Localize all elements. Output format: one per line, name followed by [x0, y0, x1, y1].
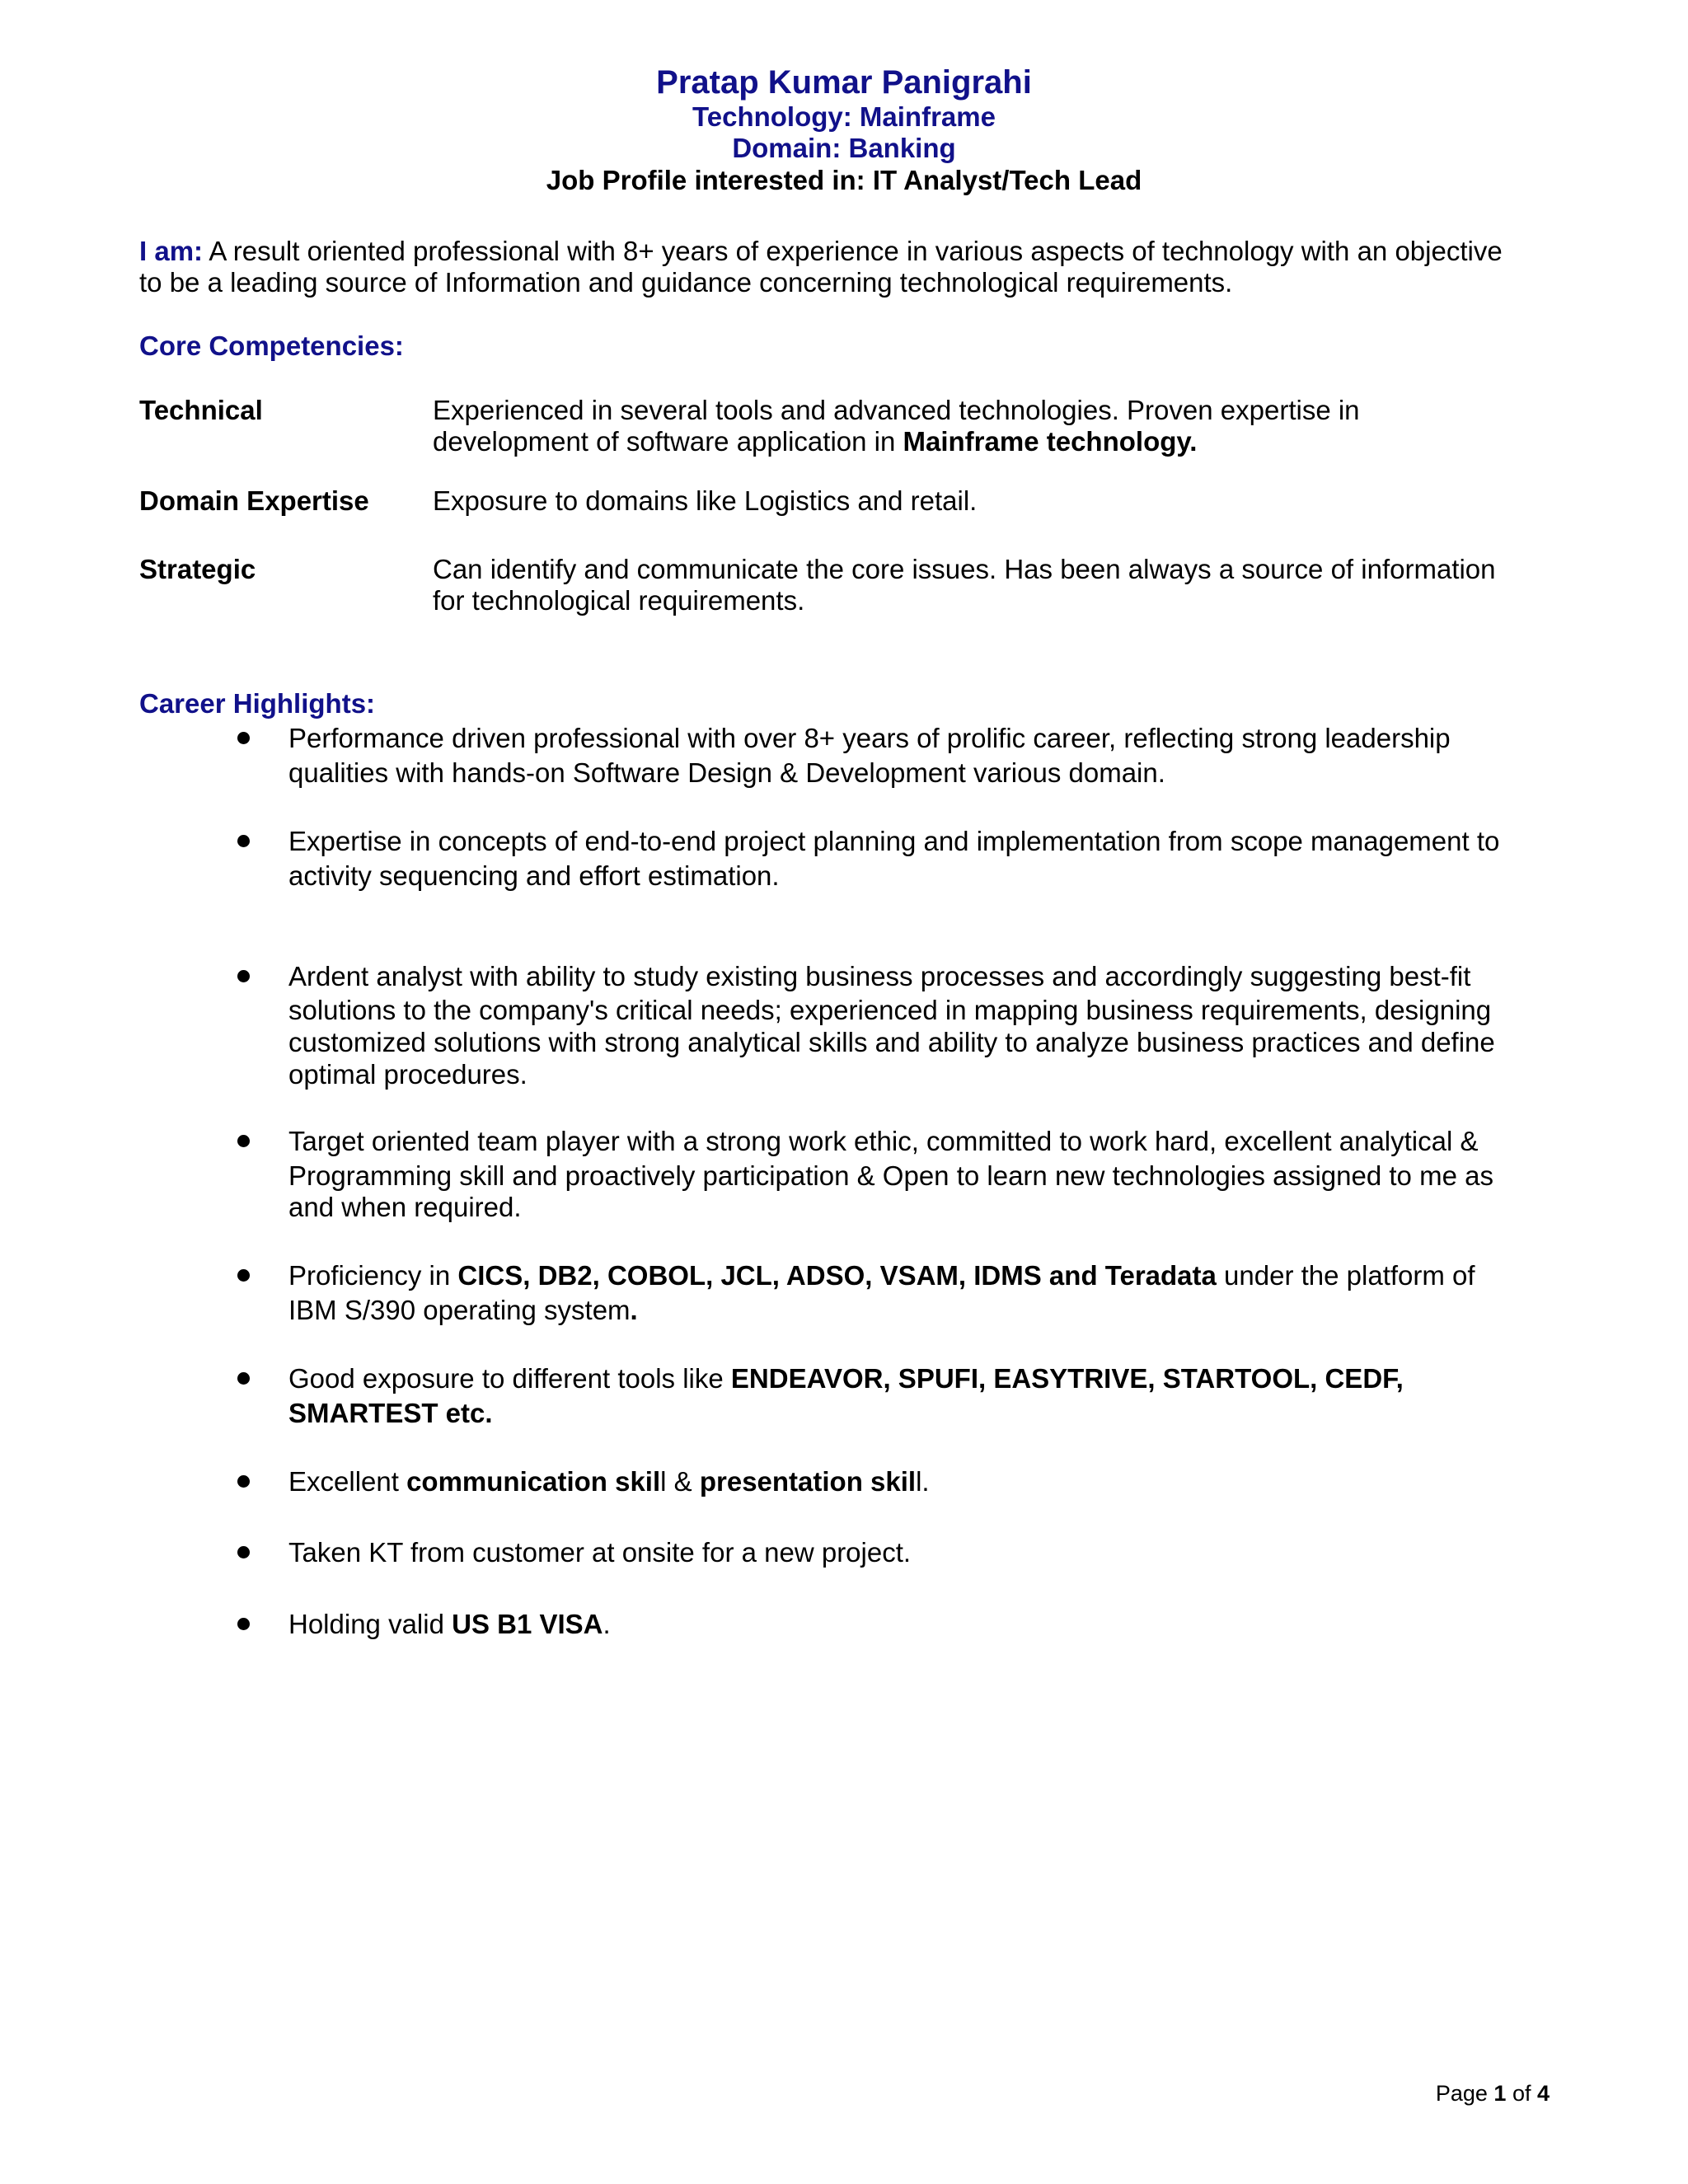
highlight-7-mid: l & — [660, 1466, 700, 1497]
highlight-8-line-1: Taken KT from customer at onsite for a new project. — [288, 1537, 912, 1568]
technical-line-2-text: development of software application in — [433, 426, 903, 457]
highlight-6-pre: Good exposure to different tools like — [288, 1363, 731, 1394]
highlight-6-tools: ENDEAVOR, SPUFI, EASYTRIVE, STARTOOL, CEDF, — [730, 1363, 1404, 1394]
page-number-current: 1 — [1493, 2081, 1507, 2106]
technical-line-1: Experienced in several tools and advanced technologies. Proven expertise in — [433, 395, 1360, 425]
intro-line-2: to be a leading source of Information and guidance concerning technological requirements. — [139, 267, 1233, 298]
bullet-dot — [237, 732, 250, 744]
page-number-pre: Page — [1435, 2081, 1494, 2106]
technical-label: Technical — [139, 395, 263, 425]
intro-line-1 — [139, 235, 1503, 267]
highlight-9-line-1 — [288, 1608, 611, 1641]
highlight-3-line-2: solutions to the company's critical needs; experienced in mapping business requirements, designing — [288, 995, 1492, 1025]
bullet-dot — [237, 970, 250, 982]
highlight-1-line-1: Performance driven professional with over 8+ years of prolific career, reflecting strong leadership — [288, 723, 1451, 753]
highlight-5-line-1 — [288, 1259, 1475, 1292]
highlight-3-line-4: optimal procedures. — [288, 1059, 528, 1090]
highlight-3-line-1: Ardent analyst with ability to study existing business processes and accordingly suggesting best-fit — [288, 961, 1471, 991]
bullet-dot — [237, 1372, 250, 1385]
highlight-9-pre: Holding valid — [288, 1609, 452, 1639]
highlight-4-line-3: and when required. — [288, 1192, 522, 1222]
strategic-label: Strategic — [139, 554, 256, 584]
highlight-4-line-2: Programming skill and proactively participation & Open to learn new technologies assigned to me as — [288, 1160, 1493, 1191]
highlight-2-line-2: activity sequencing and effort estimation. — [288, 860, 780, 891]
page-number-total: 4 — [1536, 2081, 1550, 2106]
strategic-line-1: Can identify and communicate the core issues. Has been always a source of information — [433, 554, 1496, 584]
highlight-5-skills: CICS, DB2, COBOL, JCL, ADSO, VSAM, IDMS and Teradata — [457, 1260, 1217, 1291]
candidate-name: Pratap Kumar Panigrahi — [656, 64, 1032, 101]
page-number — [1436, 2080, 1550, 2107]
highlight-4-line-1: Target oriented team player with a strong work ethic, committed to work hard, excellent analytical & — [288, 1126, 1479, 1156]
career-highlights-heading: Career Highlights: — [139, 688, 376, 719]
intro-text-1: A result oriented professional with 8+ years of experience in various aspects of technology with an objective — [203, 236, 1503, 266]
highlight-2-line-1: Expertise in concepts of end-to-end project planning and implementation from scope management to — [288, 826, 1500, 856]
highlight-5-pre: Proficiency in — [288, 1260, 458, 1291]
bullet-dot — [237, 1546, 250, 1558]
bullet-dot — [237, 1135, 250, 1147]
highlight-5-post: under the platform of — [1216, 1260, 1475, 1291]
domain-expertise-label: Domain Expertise — [139, 485, 369, 516]
highlight-9-post: . — [603, 1609, 611, 1639]
core-competencies-heading: Core Competencies: — [139, 330, 404, 361]
highlight-5-line-2-period: . — [630, 1295, 638, 1325]
highlight-7-pre: Excellent — [288, 1466, 407, 1497]
bullet-dot — [237, 1618, 250, 1630]
technical-line-2 — [433, 425, 1197, 457]
highlight-5-line-2-text: IBM S/390 operating system — [288, 1295, 631, 1325]
page-number-mid: of — [1506, 2081, 1537, 2106]
highlight-3-line-3: customized solutions with strong analytical skills and ability to analyze business practices and define — [288, 1027, 1495, 1057]
job-profile-line: Job Profile interested in: IT Analyst/Tech Lead — [546, 165, 1142, 195]
technology-line: Technology: Mainframe — [692, 101, 996, 132]
bullet-dot — [237, 1475, 250, 1488]
highlight-5-line-2 — [288, 1294, 638, 1327]
domain-expertise-text: Exposure to domains like Logistics and retail. — [433, 485, 978, 516]
intro-label: I am: — [139, 236, 204, 266]
highlight-6-line-2: SMARTEST etc. — [288, 1398, 493, 1428]
highlight-6-line-1 — [288, 1362, 1404, 1395]
bullet-dot — [237, 835, 250, 847]
highlight-9-visa: US B1 VISA — [452, 1609, 603, 1639]
highlight-7-bold-1: communication skil — [406, 1466, 661, 1497]
highlight-7-post: l. — [916, 1466, 930, 1497]
highlight-1-line-2: qualities with hands-on Software Design & Development various domain. — [288, 757, 1165, 788]
strategic-line-2: for technological requirements. — [433, 585, 805, 616]
domain-line: Domain: Banking — [732, 133, 956, 163]
bullet-dot — [237, 1269, 250, 1282]
highlight-7-bold-2: presentation skil — [699, 1466, 917, 1497]
technical-line-2-bold: Mainframe technology. — [903, 426, 1198, 457]
highlight-7-line-1 — [288, 1465, 930, 1498]
